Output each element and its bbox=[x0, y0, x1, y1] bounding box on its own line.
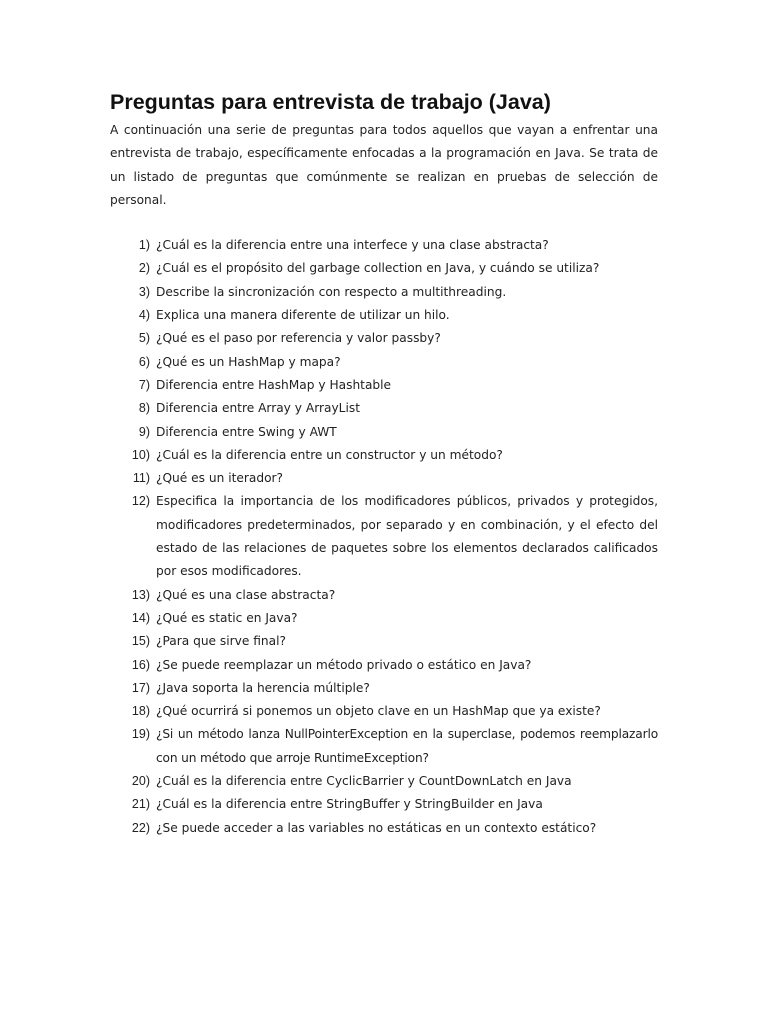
item-number: 1) bbox=[138, 238, 150, 253]
list-item bbox=[110, 374, 658, 397]
item-text: Diferencia entre HashMap y Hashtable bbox=[156, 377, 392, 392]
item-text: ¿Cuál es la diferencia entre un constructor y un método? bbox=[156, 447, 503, 462]
item-number: 11) bbox=[132, 471, 150, 486]
item-number: 19) bbox=[131, 727, 150, 742]
item-number: 10) bbox=[131, 447, 150, 462]
item-number: 22) bbox=[131, 820, 150, 835]
item-text: Describe la sincronización con respecto a multithreading. bbox=[156, 284, 507, 299]
item-number: 21) bbox=[131, 797, 150, 812]
item-text: Especifica la importancia de los modificadores públicos, privados y protegidos, modificadores predeterminados, por separado y en combinación, y el efecto del estado de las relaciones de paquetes sobre los elementos declarados calificados por esos modificadores. bbox=[156, 494, 658, 579]
item-number: 17) bbox=[131, 680, 150, 695]
item-number: 3) bbox=[138, 284, 150, 299]
item-text: ¿Para que sirve final? bbox=[156, 634, 286, 649]
item-text: ¿Cuál es la diferencia entre CyclicBarrier y CountDownLatch en Java bbox=[156, 774, 572, 789]
list-item bbox=[110, 584, 658, 607]
list-item bbox=[110, 257, 658, 280]
item-text: ¿Cuál es la diferencia entre StringBuffer y StringBuilder en Java bbox=[156, 797, 543, 812]
list-item bbox=[110, 770, 658, 793]
item-number: 16) bbox=[131, 657, 150, 672]
list-item bbox=[110, 677, 658, 700]
list-item bbox=[110, 421, 658, 444]
item-number: 18) bbox=[131, 704, 150, 719]
item-text: ¿Qué es el paso por referencia y valor passby? bbox=[156, 331, 441, 346]
list-item bbox=[110, 654, 658, 677]
item-text: ¿Cuál es la diferencia entre una interfece y una clase abstracta? bbox=[156, 238, 549, 253]
item-text: Diferencia entre Array y ArrayList bbox=[156, 401, 360, 416]
list-item bbox=[110, 467, 658, 490]
item-text: ¿Cuál es el propósito del garbage collection en Java, y cuándo se utiliza? bbox=[156, 261, 600, 276]
questions-list bbox=[110, 234, 658, 840]
list-item bbox=[110, 397, 658, 420]
list-item bbox=[110, 630, 658, 653]
list-item bbox=[110, 607, 658, 630]
page-title: Preguntas para entrevista de trabajo (Java) bbox=[110, 90, 551, 114]
list-item bbox=[110, 817, 658, 840]
item-text: ¿Se puede acceder a las variables no estáticas en un contexto estático? bbox=[156, 820, 597, 835]
document-page bbox=[110, 88, 658, 840]
item-number: 8) bbox=[138, 401, 150, 416]
list-item bbox=[110, 490, 658, 583]
item-text: ¿Qué es una clase abstracta? bbox=[156, 587, 336, 602]
item-text: ¿Qué es un iterador? bbox=[156, 471, 284, 486]
list-item bbox=[110, 793, 658, 816]
item-number: 6) bbox=[138, 354, 150, 369]
item-number: 13) bbox=[131, 587, 150, 602]
list-item bbox=[110, 234, 658, 257]
list-item bbox=[110, 351, 658, 374]
item-number: 12) bbox=[131, 494, 150, 509]
intro-paragraph: A continuación una serie de preguntas para todos aquellos que vayan a enfrentar una entrevista de trabajo, específicamente enfocadas a la programación en Java. Se trata de un listado de preguntas que comúnmente se realizan en pruebas de selección de personal. bbox=[110, 123, 658, 207]
item-number: 7) bbox=[138, 377, 150, 392]
list-item bbox=[110, 327, 658, 350]
item-text: ¿Qué es un HashMap y mapa? bbox=[156, 354, 341, 369]
item-text: ¿Se puede reemplazar un método privado o estático en Java? bbox=[156, 657, 532, 672]
item-text: ¿Si un método lanza NullPointerException en la superclase, podemos reemplazarlo con un método que arroje RuntimeException? bbox=[156, 727, 658, 765]
item-number: 5) bbox=[138, 331, 150, 346]
item-text: ¿Qué ocurrirá si ponemos un objeto clave en un HashMap que ya existe? bbox=[156, 704, 601, 719]
list-item bbox=[110, 281, 658, 304]
item-text: Diferencia entre Swing y AWT bbox=[156, 424, 337, 439]
item-number: 20) bbox=[131, 774, 150, 789]
item-text: ¿Qué es static en Java? bbox=[156, 610, 298, 625]
list-item bbox=[110, 700, 658, 723]
item-number: 9) bbox=[138, 424, 150, 439]
list-item bbox=[110, 444, 658, 467]
item-number: 2) bbox=[138, 261, 150, 276]
item-number: 15) bbox=[131, 634, 150, 649]
list-item bbox=[110, 723, 658, 770]
item-number: 14) bbox=[131, 610, 150, 625]
item-text: ¿Java soporta la herencia múltiple? bbox=[156, 680, 370, 695]
list-item bbox=[110, 304, 658, 327]
item-number: 4) bbox=[138, 308, 150, 323]
item-text: Explica una manera diferente de utilizar un hilo. bbox=[156, 308, 450, 323]
